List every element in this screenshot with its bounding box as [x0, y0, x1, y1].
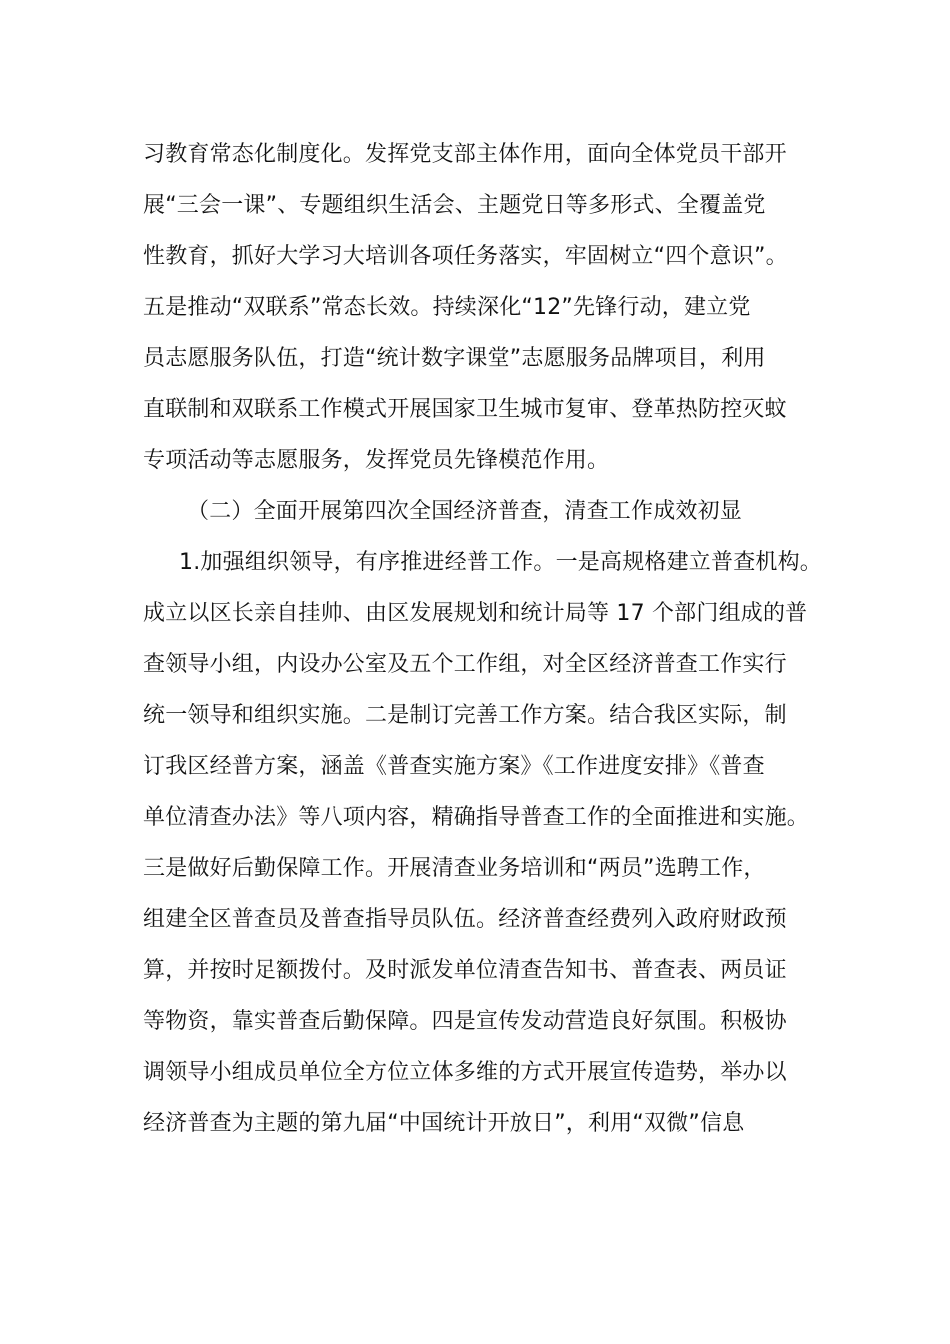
text-line: 经济普查为主题的第九届“中国统计开放日”，利用“双微”信息	[143, 1111, 745, 1136]
text-line: 三是做好后勤保障工作。开展清查业务培训和“两员”选聘工作，	[143, 856, 766, 881]
text-line: 统一领导和组织实施。二是制订完善工作方案。结合我区实际，制	[143, 703, 787, 728]
text-line: 等物资，靠实普查后勤保障。四是宣传发动营造良好氛围。积极协	[143, 1009, 787, 1034]
body-text	[143, 129, 823, 1149]
text-line: 成立以区长亲自挂帅、由区发展规划和统计局等 17 个部门组成的普	[143, 601, 808, 626]
text-line: 直联制和双联系工作模式开展国家卫生城市复审、登革热防控灭蚊	[143, 397, 787, 422]
text-line: 展“三会一课”、专题组织生活会、主题党日等多形式、全覆盖党	[143, 193, 766, 218]
text-line: 五是推动“双联系”常态长效。持续深化“12”先锋行动，建立党	[143, 295, 751, 320]
text-line: 习教育常态化制度化。发挥党支部主体作用，面向全体党员干部开	[143, 142, 787, 167]
text-line: 专项活动等志愿服务，发挥党员先锋模范作用。	[143, 448, 610, 473]
text-line: 员志愿服务队伍，打造“统计数字课堂”志愿服务品牌项目，利用	[143, 346, 766, 371]
text-line: 组建全区普查员及普查指导员队伍。经济普查经费列入政府财政预	[143, 907, 787, 932]
text-line: 性教育，抓好大学习大培训各项任务落实，牢固树立“四个意识”。	[143, 244, 788, 269]
text-line: 调领导小组成员单位全方位立体多维的方式开展宣传造势，举办以	[143, 1060, 787, 1085]
text-line: 查领导小组，内设办公室及五个工作组，对全区经济普查工作实行	[143, 652, 787, 677]
text-line: 单位清查办法》等八项内容，精确指导普查工作的全面推进和实施。	[143, 805, 810, 830]
paragraph-first-line: 1.加强组织领导，有序推进经普工作。一是高规格建立普查机构。	[179, 550, 822, 575]
section-heading: （二）全面开展第四次全国经济普查，清查工作成效初显	[187, 499, 743, 524]
text-line: 算，并按时足额拨付。及时派发单位清查告知书、普查表、两员证	[143, 958, 787, 983]
text-line: 订我区经普方案，涵盖《普查实施方案》《工作进度安排》《普查	[143, 754, 765, 779]
